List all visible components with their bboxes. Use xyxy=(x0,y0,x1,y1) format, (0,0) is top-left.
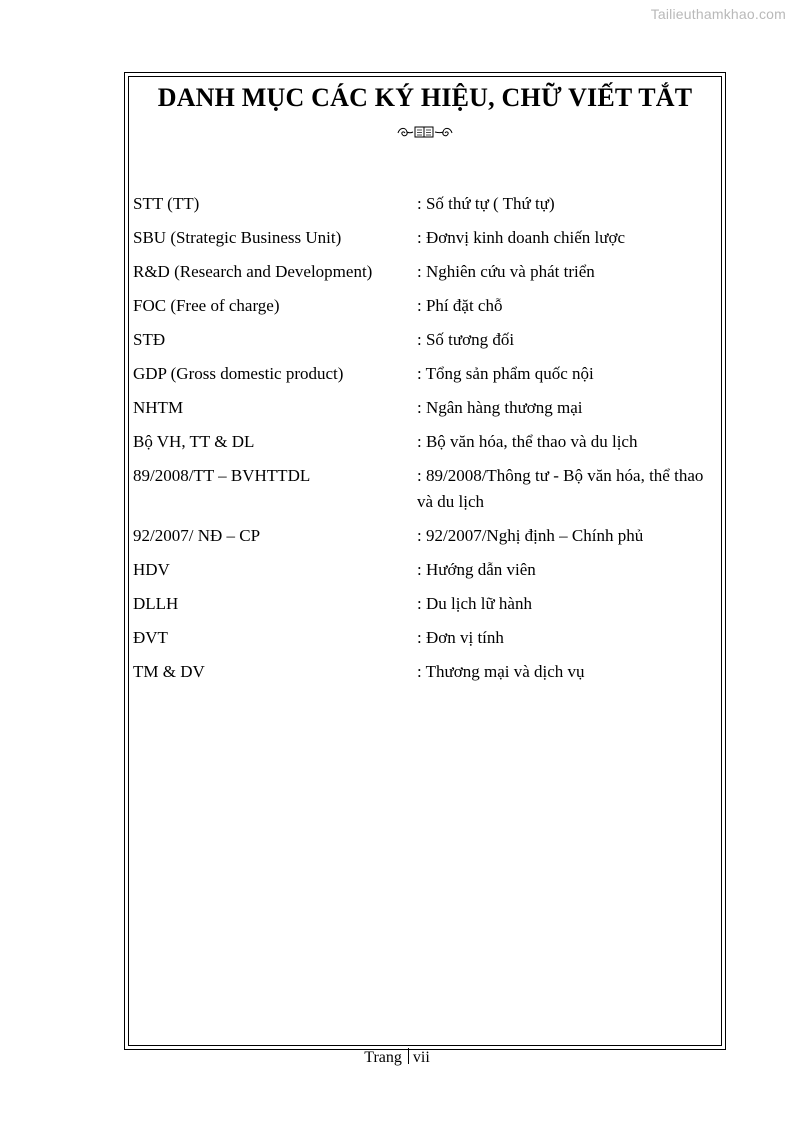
abbreviation-row xyxy=(133,191,721,217)
book-flourish-icon xyxy=(396,124,454,140)
abbreviation-term: HDV xyxy=(133,560,170,579)
abbreviation-row xyxy=(133,625,721,651)
abbreviation-row xyxy=(133,659,721,685)
abbreviation-term: FOC (Free of charge) xyxy=(133,296,280,315)
abbreviation-term: SBU (Strategic Business Unit) xyxy=(133,228,342,247)
abbreviation-row xyxy=(133,591,721,617)
abbreviation-row xyxy=(133,327,721,353)
page-title: DANH MỤC CÁC KÝ HIỆU, CHỮ VIẾT TẮT xyxy=(157,83,693,112)
abbreviation-row xyxy=(133,463,721,515)
abbreviation-row xyxy=(133,293,721,319)
page-footer xyxy=(0,1048,794,1067)
footer-separator xyxy=(408,1048,409,1064)
book-ornament-icon xyxy=(129,123,721,140)
abbreviation-row xyxy=(133,429,721,455)
abbreviation-meaning: : Hướng dẫn viên xyxy=(417,560,536,579)
abbreviation-list xyxy=(133,191,721,693)
abbreviation-row xyxy=(133,361,721,387)
abbreviation-term: 92/2007/ NĐ – CP xyxy=(133,526,261,545)
abbreviation-meaning: : Thương mại và dịch vụ xyxy=(417,662,585,681)
abbreviation-meaning: : Đơn vị tính xyxy=(417,628,504,647)
abbreviation-term: STĐ xyxy=(133,330,166,349)
abbreviation-term: Bộ VH, TT & DL xyxy=(133,432,255,451)
abbreviation-meaning: : Du lịch lữ hành xyxy=(417,594,532,613)
abbreviation-term: TM & DV xyxy=(133,662,205,681)
abbreviation-meaning: : Tổng sản phẩm quốc nội xyxy=(417,364,594,383)
abbreviation-row xyxy=(133,259,721,285)
abbreviation-term: ĐVT xyxy=(133,628,168,647)
abbreviation-meaning: : Ngân hàng thương mại xyxy=(417,398,583,417)
abbreviation-meaning: : Đơnvị kinh doanh chiến lược xyxy=(417,228,626,247)
page-border xyxy=(124,72,726,1050)
page-number: vii xyxy=(412,1049,430,1066)
page-border-inner xyxy=(128,76,722,1046)
abbreviation-term: DLLH xyxy=(133,594,179,613)
abbreviation-term: GDP (Gross domestic product) xyxy=(133,364,344,383)
abbreviation-term: STT (TT) xyxy=(133,194,200,213)
abbreviation-meaning: : Phí đặt chỗ xyxy=(417,296,503,315)
abbreviation-row xyxy=(133,395,721,421)
abbreviation-row xyxy=(133,557,721,583)
abbreviation-term: 89/2008/TT – BVHTTDL xyxy=(133,466,311,485)
abbreviation-meaning: : 92/2007/Nghị định – Chính phủ xyxy=(417,526,644,545)
abbreviation-term: NHTM xyxy=(133,398,184,417)
abbreviation-meaning: : Bộ văn hóa, thể thao và du lịch xyxy=(417,432,638,451)
footer-label: Trang xyxy=(364,1049,402,1066)
abbreviation-meaning: : Nghiên cứu và phát triển xyxy=(417,262,595,281)
abbreviation-term: R&D (Research and Development) xyxy=(133,262,373,281)
abbreviation-meaning: : 89/2008/Thông tư - Bộ văn hóa, thể thao và du lịch xyxy=(417,466,704,511)
abbreviation-meaning: : Số tương đối xyxy=(417,330,515,349)
abbreviation-meaning: : Số thứ tự ( Thứ tự) xyxy=(417,194,555,213)
abbreviation-row xyxy=(133,523,721,549)
abbreviation-row xyxy=(133,225,721,251)
watermark: Tailieuthamkhao.com xyxy=(650,6,786,22)
